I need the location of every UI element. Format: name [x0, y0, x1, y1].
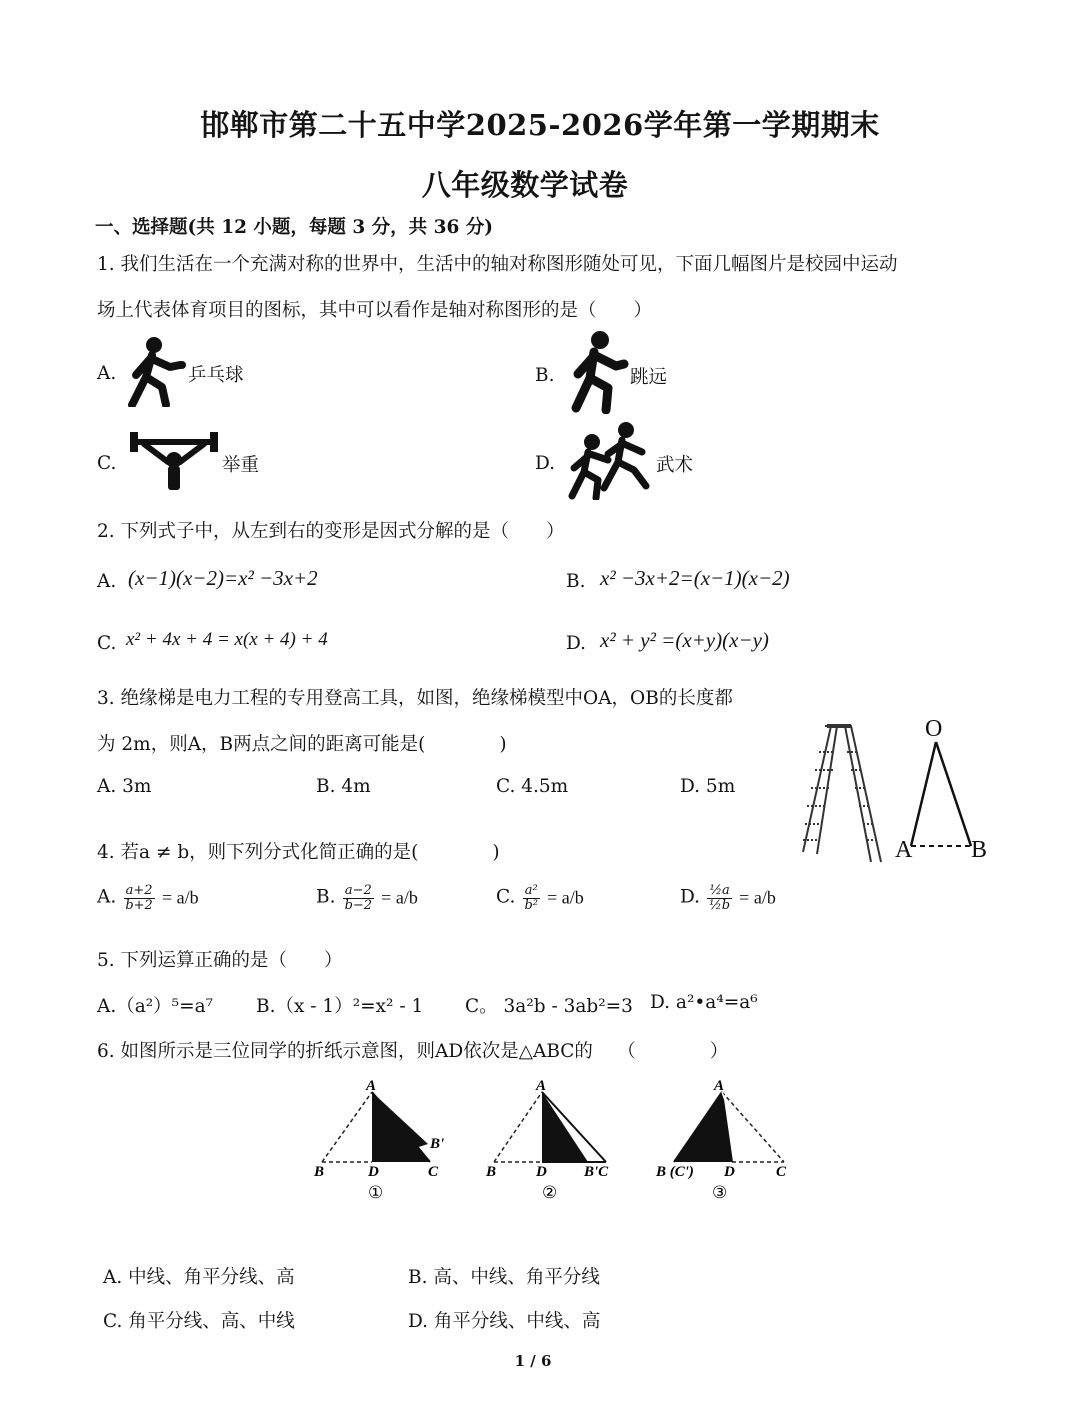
- fig3-label-d: D: [724, 1164, 735, 1180]
- q3-option-b: B. 4m: [316, 776, 371, 797]
- q4-option-c-letter: C.: [496, 886, 516, 908]
- q6-option-d: D. 角平分线、中线、高: [408, 1311, 601, 1332]
- fig1-label-d: D: [368, 1164, 379, 1180]
- fold-figure-3: [652, 1080, 802, 1205]
- q5-option-c: C。 3a²b - 3ab²=3: [465, 996, 633, 1017]
- exam-subtitle: 八年级数学试卷: [421, 168, 629, 202]
- pingpong-icon: [122, 335, 188, 407]
- q3-option-c: C. 4.5m: [496, 776, 569, 797]
- q6-option-b: B. 高、中线、角平分线: [408, 1267, 600, 1288]
- ladder-drawing: [803, 726, 881, 862]
- q2-option-c-letter: C.: [97, 633, 117, 654]
- q2-option-d-expr: x² + y² =(x+y)(x−y): [600, 628, 769, 652]
- q1-option-b-letter: B.: [535, 365, 555, 386]
- weightlifting-icon: [128, 432, 220, 492]
- ladder-triangle: [895, 716, 987, 863]
- q4-option-c: [496, 884, 584, 912]
- fig1-number: ①: [368, 1183, 384, 1202]
- q3-stem-line2: 为 2m，则A，B两点之间的距离可能是( ): [97, 734, 507, 755]
- q1-option-b-label: 跳远: [630, 367, 668, 388]
- q5-option-b: B.（x - 1）²=x² - 1: [256, 996, 424, 1017]
- q4-option-a-num: a+2: [125, 883, 153, 898]
- q4-option-d-num: ½a: [709, 883, 730, 898]
- q1-option-a-label: 乒乓球: [188, 365, 244, 386]
- q4-option-c-den: b²: [524, 897, 539, 913]
- fig3-number: ③: [712, 1183, 728, 1202]
- q1-option-c-label: 举重: [222, 455, 260, 476]
- fig2-label-a: A: [536, 1080, 547, 1094]
- q3-stem-line1: 3. 绝缘梯是电力工程的专用登高工具，如图，绝缘梯模型中OA，OB的长度都: [97, 688, 733, 709]
- long-jump-icon: [564, 330, 630, 414]
- q5-option-a: A.（a²）⁵=a⁷: [97, 996, 214, 1017]
- fold-figure-2: [482, 1080, 632, 1205]
- q1-option-d-letter: D.: [535, 453, 556, 474]
- q2-stem: 2. 下列式子中，从左到右的变形是因式分解的是（ ）: [97, 521, 565, 542]
- q3-option-a: A. 3m: [97, 776, 152, 797]
- q2-option-b-letter: B.: [566, 571, 586, 592]
- q1-option-c-letter: C.: [97, 453, 117, 474]
- fig-label-a: A: [895, 837, 913, 863]
- fig2-number: ②: [542, 1183, 558, 1202]
- q2-option-a-letter: A.: [97, 571, 117, 592]
- fig1-label-c: C: [428, 1164, 439, 1180]
- ladder-figure: [795, 712, 1005, 872]
- q4-option-d-den: ½b: [709, 897, 731, 913]
- q2-option-c-expr: x² + 4x + 4 = x(x + 4) + 4: [126, 629, 328, 650]
- q1-option-d-label: 武术: [656, 455, 694, 476]
- fig1-label-b: B: [314, 1164, 325, 1180]
- q6-option-a: A. 中线、角平分线、高: [103, 1267, 295, 1288]
- martial-arts-icon: [564, 420, 656, 500]
- q4-option-a-tail: = a/b: [161, 887, 199, 908]
- fig3-label-b-cprime: B (C'): [656, 1164, 694, 1180]
- q4-option-d-tail: = a/b: [739, 887, 776, 908]
- q4-option-b-tail: = a/b: [381, 887, 418, 908]
- fig2-label-bprime-c: B'C: [584, 1164, 609, 1180]
- q6-option-c: C. 角平分线、高、中线: [103, 1311, 295, 1332]
- fold-figure-1: [310, 1080, 460, 1205]
- section-heading: 一、选择题(共 12 小题，每题 3 分，共 36 分): [95, 217, 494, 238]
- q1-stem-line2: 场上代表体育项目的图标，其中可以看作是轴对称图形的是（ ）: [97, 300, 653, 321]
- q4-option-a-den: b+2: [125, 897, 153, 913]
- q5-stem: 5. 下列运算正确的是（ ）: [97, 950, 343, 971]
- fig3-label-a: A: [714, 1080, 725, 1094]
- q4-option-c-tail: = a/b: [547, 887, 584, 908]
- q2-option-a-expr: (x−1)(x−2)=x² −3x+2: [128, 566, 318, 590]
- fig2-label-d: D: [536, 1164, 547, 1180]
- q4-option-c-num: a²: [524, 883, 538, 898]
- q6-stem: 6. 如图所示是三位同学的折纸示意图，则AD依次是△ABC的 （ ）: [97, 1041, 729, 1062]
- q5-option-d: D. a²•a⁴=a⁶: [650, 992, 758, 1013]
- fig-label-b: B: [971, 837, 988, 863]
- q4-option-a: [97, 884, 199, 912]
- fig3-label-c: C: [776, 1164, 787, 1180]
- q4-option-b-num: a−2: [344, 883, 372, 898]
- q2-option-b-expr: x² −3x+2=(x−1)(x−2): [600, 566, 790, 590]
- fig1-label-bprime: B': [430, 1136, 445, 1152]
- fig2-label-b: B: [486, 1164, 497, 1180]
- q1-stem-line1: 1. 我们生活在一个充满对称的世界中，生活中的轴对称图形随处可见，下面几幅图片是校园中运动: [97, 254, 898, 275]
- exam-title: 邯郸市第二十五中学2025-2026学年第一学期期末: [200, 108, 880, 142]
- q3-option-d: D. 5m: [680, 776, 736, 797]
- page-number: 1 / 6: [514, 1352, 552, 1370]
- q4-option-a-letter: A.: [97, 886, 117, 908]
- q4-option-b-letter: B.: [316, 886, 336, 908]
- fig1-label-a: A: [366, 1080, 377, 1094]
- q4-stem: 4. 若a ≠ b，则下列分式化简正确的是( ): [97, 842, 500, 863]
- fig-label-o: O: [925, 716, 943, 742]
- q4-option-b: [316, 884, 418, 912]
- q4-option-b-den: b−2: [344, 897, 373, 913]
- q1-option-a-letter: A.: [97, 363, 117, 384]
- q4-option-d: [680, 884, 776, 912]
- q4-option-d-letter: D.: [680, 886, 701, 908]
- q2-option-d-letter: D.: [566, 633, 587, 654]
